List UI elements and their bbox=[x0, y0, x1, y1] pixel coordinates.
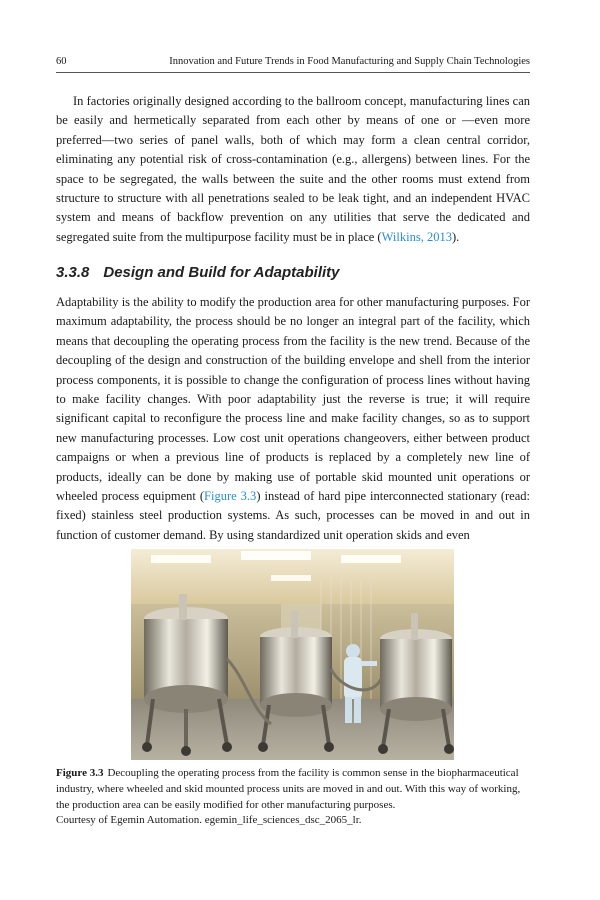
figure-caption-text: Decoupling the operating process from the facility is common sense in the biopharmaceutical industry, where wheeled and skid mounted process units are moved in and out. With this way of working, the production area can be easily modified for other manufacturing purposes. bbox=[56, 767, 521, 811]
page-number: 60 bbox=[56, 56, 67, 67]
section-heading bbox=[56, 264, 530, 281]
paragraph-ballroom-concept bbox=[56, 92, 530, 247]
section-number: 3.3.8 bbox=[56, 264, 90, 281]
figure-photo-cleanroom-tanks bbox=[131, 549, 454, 760]
citation-link-wilkins[interactable]: Wilkins, 2013 bbox=[381, 229, 452, 244]
paragraph2-end: ) instead of hard pipe interconnected stationary (read: fixed) stainless steel production systems. As such, processes can be moved in and out in function of customer demand. By using standardized unit operation skids and even bbox=[56, 489, 530, 542]
paragraph1-end: ). bbox=[451, 229, 460, 244]
figure-reference-link[interactable]: Figure 3.3 bbox=[204, 489, 257, 504]
figure-caption bbox=[56, 766, 530, 829]
running-title: Innovation and Future Trends in Food Manufacturing and Supply Chain Technologies bbox=[169, 56, 530, 67]
paragraph2-text: Adaptability is the ability to modify the production area for other manufacturing purposes. For maximum adaptability, the process should be no longer an integral part of the facility, which means that decoupling the operating process from the facility is the new trend. Because of the decoupling of the design and construction of the building envelope and shell from the interior process components, it is possible to change the configuration of process lines without having to make facility changes. With poor adaptability just the reverse is true; it will require significant capital to reconfigure the process line and make facility changes, so as to support new manufacturing processes. Low cost unit operations changeovers, either between product campaigns or when a previous line of products is replaced by a completely new line of products, ideally can be done by making use of portable skid mounted unit operations or wheeled process equipment ( bbox=[56, 295, 530, 504]
running-header bbox=[56, 56, 530, 73]
figure-credit: Courtesy of Egemin Automation. egemin_life_sciences_dsc_2065_lr. bbox=[56, 814, 362, 827]
figure-label: Figure 3.3 bbox=[56, 767, 104, 779]
paragraph1-text: In factories originally designed according to the ballroom concept, manufacturing lines can be easily and hermetically separated from each other by means of one or —even more preferred—two series of panel walls, both of which may form a clean central corridor, eliminating any potential risk of cross-contamination (e.g., allergens) between lines. For the space to be segregated, the walls between the suite and the other rooms must extend from structure to structure with all penetrations sealed to be leak tight, and an independent HVAC system and means of backflow prevention on any utilities that serve the dedicated and segregated suite from the multipurpose facility must be in place ( bbox=[56, 94, 530, 244]
section-title: Design and Build for Adaptability bbox=[103, 264, 340, 281]
paragraph-adaptability bbox=[56, 293, 530, 545]
